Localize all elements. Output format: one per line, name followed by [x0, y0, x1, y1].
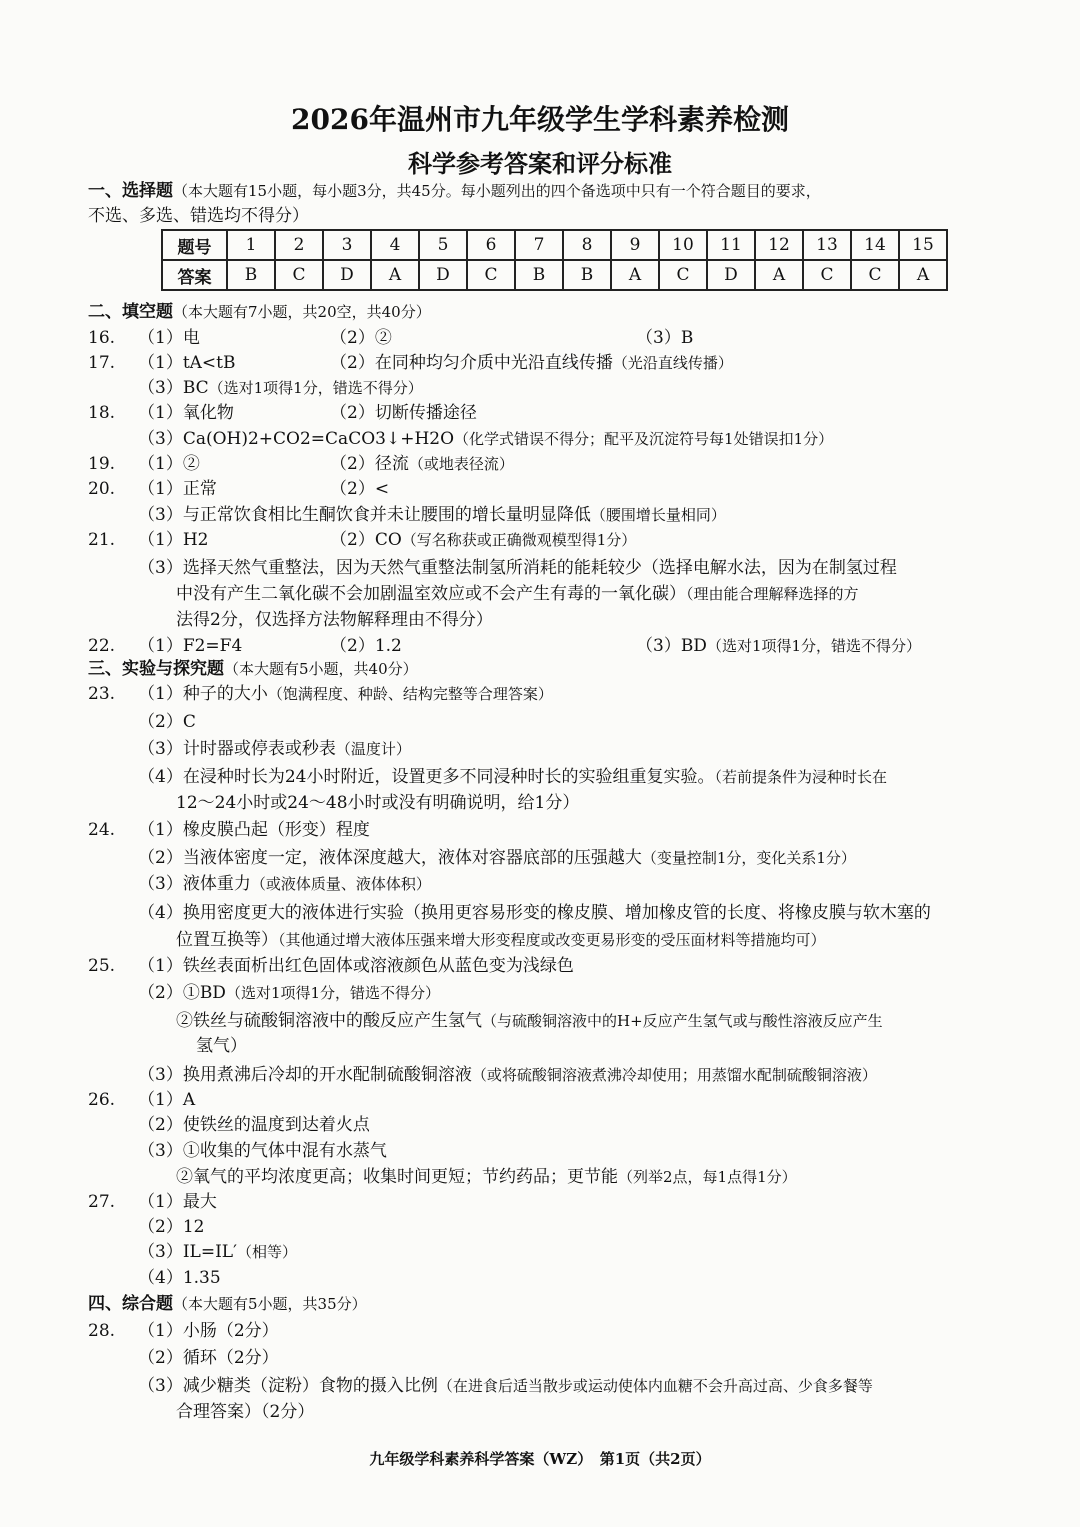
q23-3	[138, 736, 411, 762]
table-cell: B	[563, 260, 611, 290]
answer-part: ②氧气的平均浓度更高；收集时间更短；节约药品；更节能	[176, 1167, 618, 1187]
table-cell: 5	[419, 230, 467, 260]
answer-note: （光沿直线传播）	[612, 354, 733, 372]
answer-part: （1）最大	[138, 1192, 217, 1212]
answer-note: （若前提条件为浸种时长在	[714, 768, 887, 786]
section-4-title: 四、综合题	[88, 1294, 173, 1314]
q19	[88, 451, 1008, 477]
answer-note: （在进食后适当散步或运动使体内血糖不会升高过高、少食多餐等	[437, 1377, 873, 1395]
q17-3	[138, 375, 423, 401]
answer-note: （化学式错误不得分；配平及沉淀符号每1处错误扣1分）	[454, 430, 834, 448]
table-cell: 8	[563, 230, 611, 260]
q28-2: （2）循环（2分）	[138, 1348, 279, 1368]
table-cell: 13	[803, 230, 851, 260]
table-cell: 2	[275, 230, 323, 260]
section-1-title: 一、选择题	[88, 181, 173, 201]
q25-2-2	[176, 1008, 883, 1034]
q27	[88, 1189, 1008, 1215]
table-row-numbers	[162, 230, 947, 260]
answer-note: （相等）	[236, 1243, 297, 1261]
answer-note: （写名称获或正确微观模型得1分）	[401, 531, 637, 549]
section-3-title: 三、实验与探究题	[88, 659, 224, 679]
answer-part: （2）①BD	[138, 983, 226, 1003]
answer-part: （1）种子的大小	[138, 684, 268, 704]
table-cell: B	[515, 260, 563, 290]
q24-4: （4）换用密度更大的液体进行实验（换用更容易形变的橡皮膜、增加橡皮管的长度、将橡皮膜与软木塞的	[138, 903, 931, 923]
table-cell: A	[899, 260, 947, 290]
answer-note: （或地表径流）	[408, 455, 514, 473]
q20	[88, 476, 1008, 502]
answer-part: （3）减少糖类（淀粉）食物的摄入比例	[138, 1376, 438, 1396]
answer-part: （1）H2	[138, 530, 209, 550]
answer-note: （或将硫酸铜溶液煮沸冷却使用；用蒸馏水配制硫酸铜溶液）	[471, 1066, 877, 1084]
answer-part: （2）当液体密度一定，液体深度越大，液体对容器底部的压强越大	[138, 848, 642, 868]
q25-2-2-cont: 氢气）	[196, 1036, 247, 1056]
q-number: 18.	[88, 403, 116, 423]
answer-part: ②铁丝与硫酸铜溶液中的酸反应产生氢气	[176, 1011, 482, 1031]
table-cell: B	[227, 260, 275, 290]
answer-part: （1）电	[138, 328, 200, 348]
table-cell: 3	[323, 230, 371, 260]
q28-3-cont: 合理答案）（2分）	[176, 1402, 315, 1422]
answer-note: （腰围增长量相同）	[590, 506, 726, 524]
table-cell: C	[659, 260, 707, 290]
q26-2: （2）使铁丝的温度到达着火点	[138, 1115, 370, 1135]
page-title: 2026年温州市九年级学生学科素养检测	[291, 103, 789, 136]
q16	[88, 325, 1008, 351]
q-number: 21.	[88, 530, 116, 550]
answer-part: （1）氧化物	[138, 403, 234, 423]
table-cell: 6	[467, 230, 515, 260]
answer-part: （2）1.2	[330, 636, 402, 656]
answer-note: （选对1项得1分，错选不得分）	[225, 984, 441, 1002]
answer-note: （列举2点，每1点得1分）	[618, 1168, 797, 1186]
q23-4	[138, 764, 887, 790]
answer-note: （选对1项得1分，错选不得分）	[706, 637, 922, 655]
q-number: 26.	[88, 1090, 116, 1110]
q21-3-line3: 法得2分，仅选择方法物解释理由不得分）	[176, 610, 493, 630]
q-number: 17.	[88, 353, 116, 373]
q18-3	[138, 426, 833, 452]
q17	[88, 350, 1008, 376]
q24-3	[138, 871, 431, 897]
answer-part: （3）与正常饮食相比生酮饮食并未让腰围的增长量明显降低	[138, 505, 591, 525]
table-cell: 1	[227, 230, 275, 260]
q25	[88, 953, 1008, 979]
q24	[88, 817, 1008, 843]
answer-part: 位置互换等）	[176, 930, 278, 950]
answer-part: （1）橡皮膜凸起（形变）程度	[138, 820, 370, 840]
q-number: 19.	[88, 454, 116, 474]
table-cell: A	[755, 260, 803, 290]
answer-part: （3）液体重力	[138, 874, 251, 894]
q-number: 25.	[88, 956, 116, 976]
q26-3-2	[176, 1164, 797, 1190]
q26-3: （3）①收集的气体中混有水蒸气	[138, 1141, 387, 1161]
answer-part: （1）铁丝表面析出红色固体或溶液颜色从蓝色变为浅绿色	[138, 956, 574, 976]
q28	[88, 1318, 1008, 1344]
table-cell: C	[467, 260, 515, 290]
table-cell: D	[707, 260, 755, 290]
q27-2: （2）12	[138, 1217, 205, 1237]
q-number: 22.	[88, 636, 116, 656]
q21	[88, 527, 1008, 553]
answer-part: （3）BD	[636, 636, 707, 656]
answer-note: （与硫酸铜溶液中的H+反应产生氢气或与酸性溶液反应产生	[482, 1012, 883, 1030]
q18	[88, 400, 1008, 426]
answer-part: （1）正常	[138, 479, 217, 499]
section-4-header	[88, 1291, 1008, 1317]
q27-4: （4）1.35	[138, 1268, 221, 1288]
answer-part: （3）IL=IL′	[138, 1242, 237, 1262]
table-cell: 14	[851, 230, 899, 260]
q25-2	[138, 980, 440, 1006]
table-header-ans: 答案	[162, 260, 227, 290]
answer-part: （4）在浸种时长为24小时附近，设置更多不同浸种时长的实验组重复实验。	[138, 767, 715, 787]
answer-part: （3）Ca(OH)2+CO2=CaCO3↓+H2O	[138, 429, 455, 449]
answer-table	[161, 229, 948, 291]
q-number: 16.	[88, 328, 116, 348]
answer-part: （1）F2=F4	[138, 636, 243, 656]
table-row-answers	[162, 260, 947, 290]
table-cell: 9	[611, 230, 659, 260]
q-number: 27.	[88, 1192, 116, 1212]
table-cell: C	[851, 260, 899, 290]
q24-2	[138, 845, 856, 871]
section-2-header	[88, 299, 1008, 325]
section-2-title: 二、填空题	[88, 302, 173, 322]
answer-note: （理由能合理解释选择的方	[686, 585, 859, 603]
section-2-note: （本大题有7小题，共20空，共40分）	[173, 303, 431, 321]
answer-note: （变量控制1分，变化关系1分）	[641, 849, 856, 867]
answer-part: 中没有产生二氧化碳不会加剧温室效应或不会产生有毒的一氧化碳）	[176, 584, 686, 604]
section-3-note: （本大题有5小题，共40分）	[224, 660, 418, 678]
q-number: 23.	[88, 684, 116, 704]
table-cell: C	[803, 260, 851, 290]
q-number: 24.	[88, 820, 116, 840]
table-header-num: 题号	[162, 230, 227, 260]
table-cell: A	[611, 260, 659, 290]
table-cell: 11	[707, 230, 755, 260]
q24-4-cont	[176, 927, 826, 953]
answer-note: （饱满程度、种龄、结构完整等合理答案）	[267, 685, 553, 703]
answer-part: （3）换用煮沸后冷却的开水配制硫酸铜溶液	[138, 1065, 472, 1085]
q23-2: （2）C	[138, 712, 196, 732]
page-footer: 九年级学科素养科学答案（WZ） 第1页（共2页）	[369, 1450, 711, 1468]
answer-part: （3）计时器或停表或秒表	[138, 739, 336, 759]
table-cell: 12	[755, 230, 803, 260]
answer-part: （2）径流	[330, 454, 409, 474]
section-4-note: （本大题有5小题，共35分）	[173, 1295, 367, 1313]
table-cell: 10	[659, 230, 707, 260]
answer-part: （1）A	[138, 1090, 196, 1110]
section-1-header	[88, 178, 1008, 204]
q20-3	[138, 502, 726, 528]
answer-part: （2）CO	[330, 530, 402, 550]
page-subtitle: 科学参考答案和评分标准	[408, 149, 672, 178]
answer-part: （2）在同种均匀介质中光沿直线传播	[330, 353, 613, 373]
answer-note: （其他通过增大液体压强来增大形变程度或改变更易形变的受压面材料等措施均可）	[278, 931, 826, 949]
answer-part: （2）<	[330, 479, 390, 499]
answer-part: （1）小肠（2分）	[138, 1321, 279, 1341]
section-3-header	[88, 656, 1008, 682]
q27-3	[138, 1239, 297, 1265]
q25-3	[138, 1062, 877, 1088]
q26	[88, 1087, 1008, 1113]
answer-part: （1）tA<tB	[138, 353, 236, 373]
table-cell: C	[275, 260, 323, 290]
table-cell: 7	[515, 230, 563, 260]
table-cell: 4	[371, 230, 419, 260]
q23-4-cont: 12～24小时或24～48小时或没有明确说明，给1分）	[176, 793, 580, 813]
section-1-note: （本大题有15小题，每小题3分，共45分。每小题列出的四个备选项中只有一个符合题目的要求，	[173, 182, 821, 200]
answer-note: （温度计）	[335, 740, 411, 758]
table-cell: D	[323, 260, 371, 290]
q21-3-line2	[176, 581, 859, 607]
answer-part: （3）B	[636, 328, 694, 348]
answer-note: （选对1项得1分，错选不得分）	[208, 379, 423, 397]
table-cell: 15	[899, 230, 947, 260]
table-cell: A	[371, 260, 419, 290]
answer-part: （1）②	[138, 454, 200, 474]
q23	[88, 681, 1008, 707]
q-number: 20.	[88, 479, 116, 499]
table-cell: D	[419, 260, 467, 290]
answer-part: （2）②	[330, 328, 392, 348]
section-1-note-cont: 不选、多选、错选均不得分）	[88, 206, 309, 226]
q28-3	[138, 1373, 873, 1399]
q-number: 28.	[88, 1321, 116, 1341]
answer-part: （2）切断传播途径	[330, 403, 477, 423]
answer-note: （或液体质量、液体体积）	[250, 875, 431, 893]
q21-3-line1: （3）选择天然气重整法，因为天然气重整法制氢所消耗的能耗较少（选择电解水法，因为在制氢过程	[138, 558, 897, 578]
answer-part: （3）BC	[138, 378, 209, 398]
